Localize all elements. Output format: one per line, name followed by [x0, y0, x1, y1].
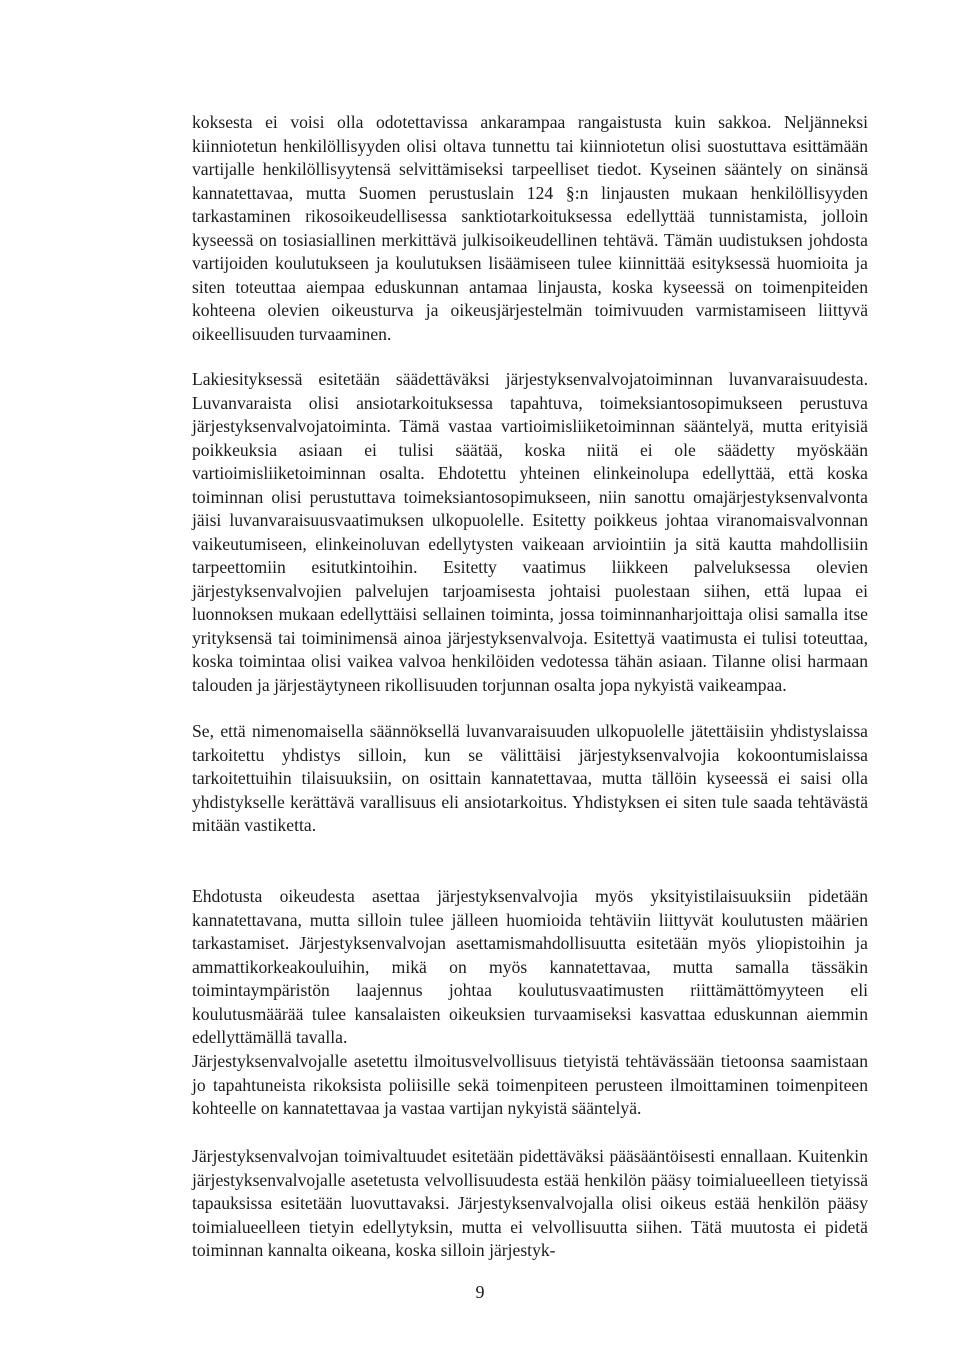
- paragraph-6-text: Järjestyksenvalvojan toimivaltuudet esitetään pidettäväksi pääsääntöisesti ennallaan. Kuitenkin järjestyksenvalvojalle asetetusta velvollisuudesta estää henkilön pääsy toimialueelleen tietyissä tapauksissa esitetään luovuttavaksi. Järjestyksenvalvojalla olisi oikeus estää henkilön pääsy toimialueelleen tietyin edellytyksin, mutta ei velvollisuutta siihen. Tätä muutosta ei pidetä toiminnan kannalta oikeana, koska silloin järjestyk-: [192, 1146, 868, 1260]
- page-number: 9: [475, 1282, 485, 1302]
- paragraph-3: [192, 720, 868, 838]
- paragraph-1: [192, 111, 868, 346]
- paragraph-4-text: Ehdotusta oikeudesta asettaa järjestyksenvalvojia myös yksityistilaisuuksiin pidetään kannatettavana, mutta silloin tulee jälleen huomioida tehtäviin liittyvät koulutusten määrien tarkastamiset. Järjestyksenvalvojan asettamismahdollisuutta esitetään myös yliopistoihin ja ammattikorkeakouluihin, mikä on myös kannatettavaa, mutta samalla tässäkin toimintaympäristön laajennus johtaa koulutusvaatimusten riittämättömyyteen eli koulutusmäärää tulee kansalaisten oikeuksien turvaamiseksi kasvattaa eduskunnan aiemmin edellyttämällä tavalla.: [192, 886, 868, 1047]
- paragraph-5-text: Järjestyksenvalvojalle asetettu ilmoitusvelvollisuus tietyistä tehtävässään tietoonsa saamistaan jo tapahtuneista rikoksista poliisille sekä toimenpiteen perusteen ilmoittaminen toimenpiteen kohteelle on kannatettavaa ja vastaa vartijan nykyistä sääntelyä.: [192, 1051, 868, 1118]
- paragraph-2-text: Lakiesityksessä esitetään säädettäväksi järjestyksenvalvojatoiminnan luvanvaraisuudesta. Luvanvaraista olisi ansiotarkoituksessa tapahtuva, toimeksiantosopimukseen perustuva järjestyksenvalvojatoiminta. Tämä vastaa vartioimisliiketoiminnan sääntelyä, mutta erityisiä poikkeuksia asiaan ei tulisi säätää, koska niitä ei ole säädetty myöskään vartioimisliiketoiminnan osalta. Ehdotettu yhteinen elinkeinolupa edellyttää, että koska toiminnan olisi perustuttava toimeksiantosopimukseen, niin sanottu omajärjestyksenvalvonta jäisi luvanvaraisuusvaatimuksen ulkopuolelle. Esitetty poikkeus johtaa viranomaisvalvonnan vaikeutumiseen, elinkeinoluvan edellytysten vaikeaan arviointiin ja sitä kautta mahdollisiin tarpeettomiin esitutkintoihin. Esitetty vaatimus liikkeen palveluksessa olevien järjestyksenvalvojien palvelujen tarjoamisesta johtaisi puolestaan siihen, että lupaa ei luonnoksen mukaan edellyttäisi sellainen toiminta, jossa toiminnanharjoittaja olisi samalla itse yrityksensä tai toiminimensä ainoa järjestyksenvalvoja. Esitettyä vaatimusta ei tulisi toteuttaa, koska toimintaa olisi vaikea valvoa henkilöiden vedotessa tähän asiaan. Tilanne olisi harmaan talouden ja järjestäytyneen rikollisuuden torjunnan osalta jopa nykyistä vaikeampaa.: [192, 369, 868, 695]
- paragraph-5: [192, 1050, 868, 1121]
- paragraph-1-text: koksesta ei voisi olla odotettavissa ankarampaa rangaistusta kuin sakkoa. Neljänneksi kiinniotetun henkilöllisyyden olisi oltava tunnettu tai kiinniotetun olisi suostuttava esittämään vartijalle henkilöllisyytensä selvittämiseksi tarpeelliset tiedot. Kyseinen sääntely on sinänsä kannatettavaa, mutta Suomen perustuslain 124 §:n linjausten mukaan henkilöllisyyden tarkastaminen rikosoikeudellisessa sanktiotarkoituksessa edellyttää tunnistamista, jolloin kyseessä on tosiasiallinen merkittävä julkisoikeudellinen tehtävä. Tämän uudistuksen johdosta vartijoiden koulutukseen ja koulutuksen lisäämiseen tulee kiinnittää esityksessä huomioita ja siten toteuttaa aiempaa eduskunnan antamaa linjausta, koska kyseessä on toimenpiteiden kohteena olevien oikeusturva ja oikeusjärjestelmän toimivuuden varmistamiseen liittyvä oikeellisuuden turvaaminen.: [192, 112, 868, 344]
- paragraph-2: [192, 368, 868, 697]
- paragraph-6: [192, 1145, 868, 1263]
- paragraph-3-text: Se, että nimenomaisella säännöksellä luvanvaraisuuden ulkopuolelle jätettäisiin yhdistyslaissa tarkoitettu yhdistys silloin, kun se välittäisi järjestyksenvalvojia kokoontumislaissa tarkoitettuihin tilaisuuksiin, on osittain kannatettavaa, mutta tällöin kyseessä ei saisi olla yhdistykselle kerättävä varallisuus eli ansiotarkoitus. Yhdistyksen ei siten tule saada tehtävästä mitään vastiketta.: [192, 721, 868, 835]
- paragraph-4: [192, 885, 868, 1050]
